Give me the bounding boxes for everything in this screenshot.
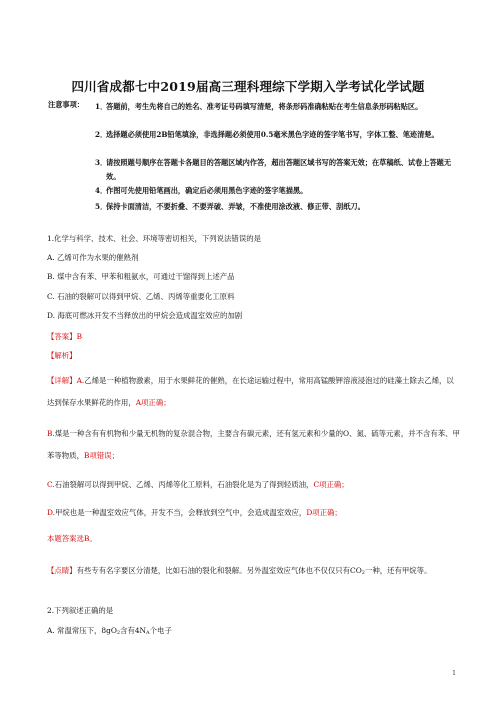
conclusion [47, 532, 461, 546]
detail-a-suffix: A项正确； [135, 398, 171, 407]
q2-option-a-text: 常温常压下，8gO [57, 626, 117, 635]
notice-item-number: 4． [95, 186, 108, 195]
notice-item-text: 选择题必须使用2B铅笔填涂，非选择题必须使用0.5毫米黑色字迹的签字笔书写，字体工整、笔迹清楚。 [106, 130, 439, 139]
notice-label: 注意事项： [48, 100, 84, 109]
detail-c [47, 478, 461, 492]
notice-item-number: 3． [95, 158, 108, 167]
q2-option-a-text-2: 含有4N [120, 626, 147, 635]
q2-option-a-prefix: A. [47, 626, 55, 635]
detail-label: 【详解】 [47, 376, 77, 385]
notice-item-number: 5． [95, 202, 108, 211]
notice-item-number: 1． [95, 102, 108, 111]
q2-option-a-text-3: 个电子 [149, 626, 172, 635]
answer-label: 【答案】B [47, 332, 82, 341]
analysis-label: 【解析】 [47, 351, 77, 360]
conclusion-answer: B。 [83, 534, 97, 543]
page-number: 1 [452, 670, 456, 677]
question-2-stem: 2.下列叙述正确的是 [47, 606, 114, 615]
detail-d-text: 甲烷也是一种温室效应气体，开发不当，会释放到空气中，会造成温室效应， [55, 508, 307, 517]
detail-d-suffix: D项正确； [306, 508, 342, 517]
detail-a [47, 370, 461, 414]
tip-label: 【点睛】 [47, 566, 77, 575]
tip-text: 有些专有名字要区分清楚，比如石油的裂化和裂解。另外温室效应气体也不仅仅只有CO [76, 566, 362, 575]
detail-c-suffix: C项正确； [313, 480, 349, 489]
detail-c-text: 石油裂解可以得到甲烷、乙烯、丙烯等化工原料，石油裂化是为了得到轻质油， [54, 480, 314, 489]
page-title: 四川省成都七中2019届高三理科理综下学期入学考试化学试题 [71, 79, 425, 94]
tip-text-2: 一种，还有甲烷等。 [364, 566, 432, 575]
question-1-option-d: D. 海底可燃冰开发不当释放出的甲烷会造成温室效应的加剧 [47, 311, 243, 320]
detail-d-prefix: D. [47, 508, 56, 517]
notice-item-text: 保持卡面清洁，不要折叠、不要弄破、弄皱，不准使用涂改液、修正带、刮纸刀。 [106, 202, 365, 211]
detail-d [47, 506, 461, 520]
question-1-option-b: B. 煤中含有苯、甲苯和粗氨水，可通过干馏得到上述产品 [47, 272, 235, 281]
notice-item-text: 作图可先使用铅笔画出，确定后必须用黑色字迹的签字笔描黑。 [106, 186, 308, 195]
question-1-option-c: C. 石油的裂解可以得到甲烷、乙烯、丙烯等重要化工原料 [47, 292, 235, 301]
question-2-option-a [47, 624, 461, 640]
detail-a-text: 乙烯是一种植物激素，用于水果鲜花的催熟，在长途运输过程中，常用高锰酸钾溶液浸泡过的硅藻土除去乙烯，以达到保存水果鲜花的作用， [47, 376, 454, 407]
q2-option-a-sub: 2 [116, 630, 121, 636]
detail-b-text: 煤是一种含有有机物和少量无机物的复杂混合物，主要含有碳元素，还有氢元素和少量的O、氮、硫等元素，并不含有苯、甲苯等物质， [47, 429, 460, 460]
notice-item-number: 2． [95, 130, 108, 139]
tip-subscript: 2 [361, 570, 365, 576]
question-1-stem: 1.化学与科学、技术、社会、环境等密切相关，下列说法错误的是 [47, 234, 261, 243]
question-1-option-a: A. 乙烯可作为水果的催熟剂 [47, 253, 139, 262]
detail-b [47, 423, 461, 467]
tip [47, 560, 461, 584]
detail-a-prefix: A. [76, 376, 85, 385]
q2-option-a-sub-2: A [146, 630, 150, 636]
notice-item-text: 答题前，考生先将自己的姓名、准考证号码填写清楚，将条形码准确粘贴在考生信息条形码粘贴区。 [106, 102, 423, 111]
conclusion-text: 本题答案选 [47, 534, 84, 543]
detail-b-prefix: B. [47, 429, 55, 438]
detail-c-prefix: C. [47, 480, 55, 489]
notice-item-text: 请按照题号顺序在答题卡各题目的答题区域内作答，超出答题区域书写的答案无效；在草稿纸、试卷上答题无效。 [106, 158, 452, 181]
detail-b-suffix: B项错误； [83, 451, 119, 460]
